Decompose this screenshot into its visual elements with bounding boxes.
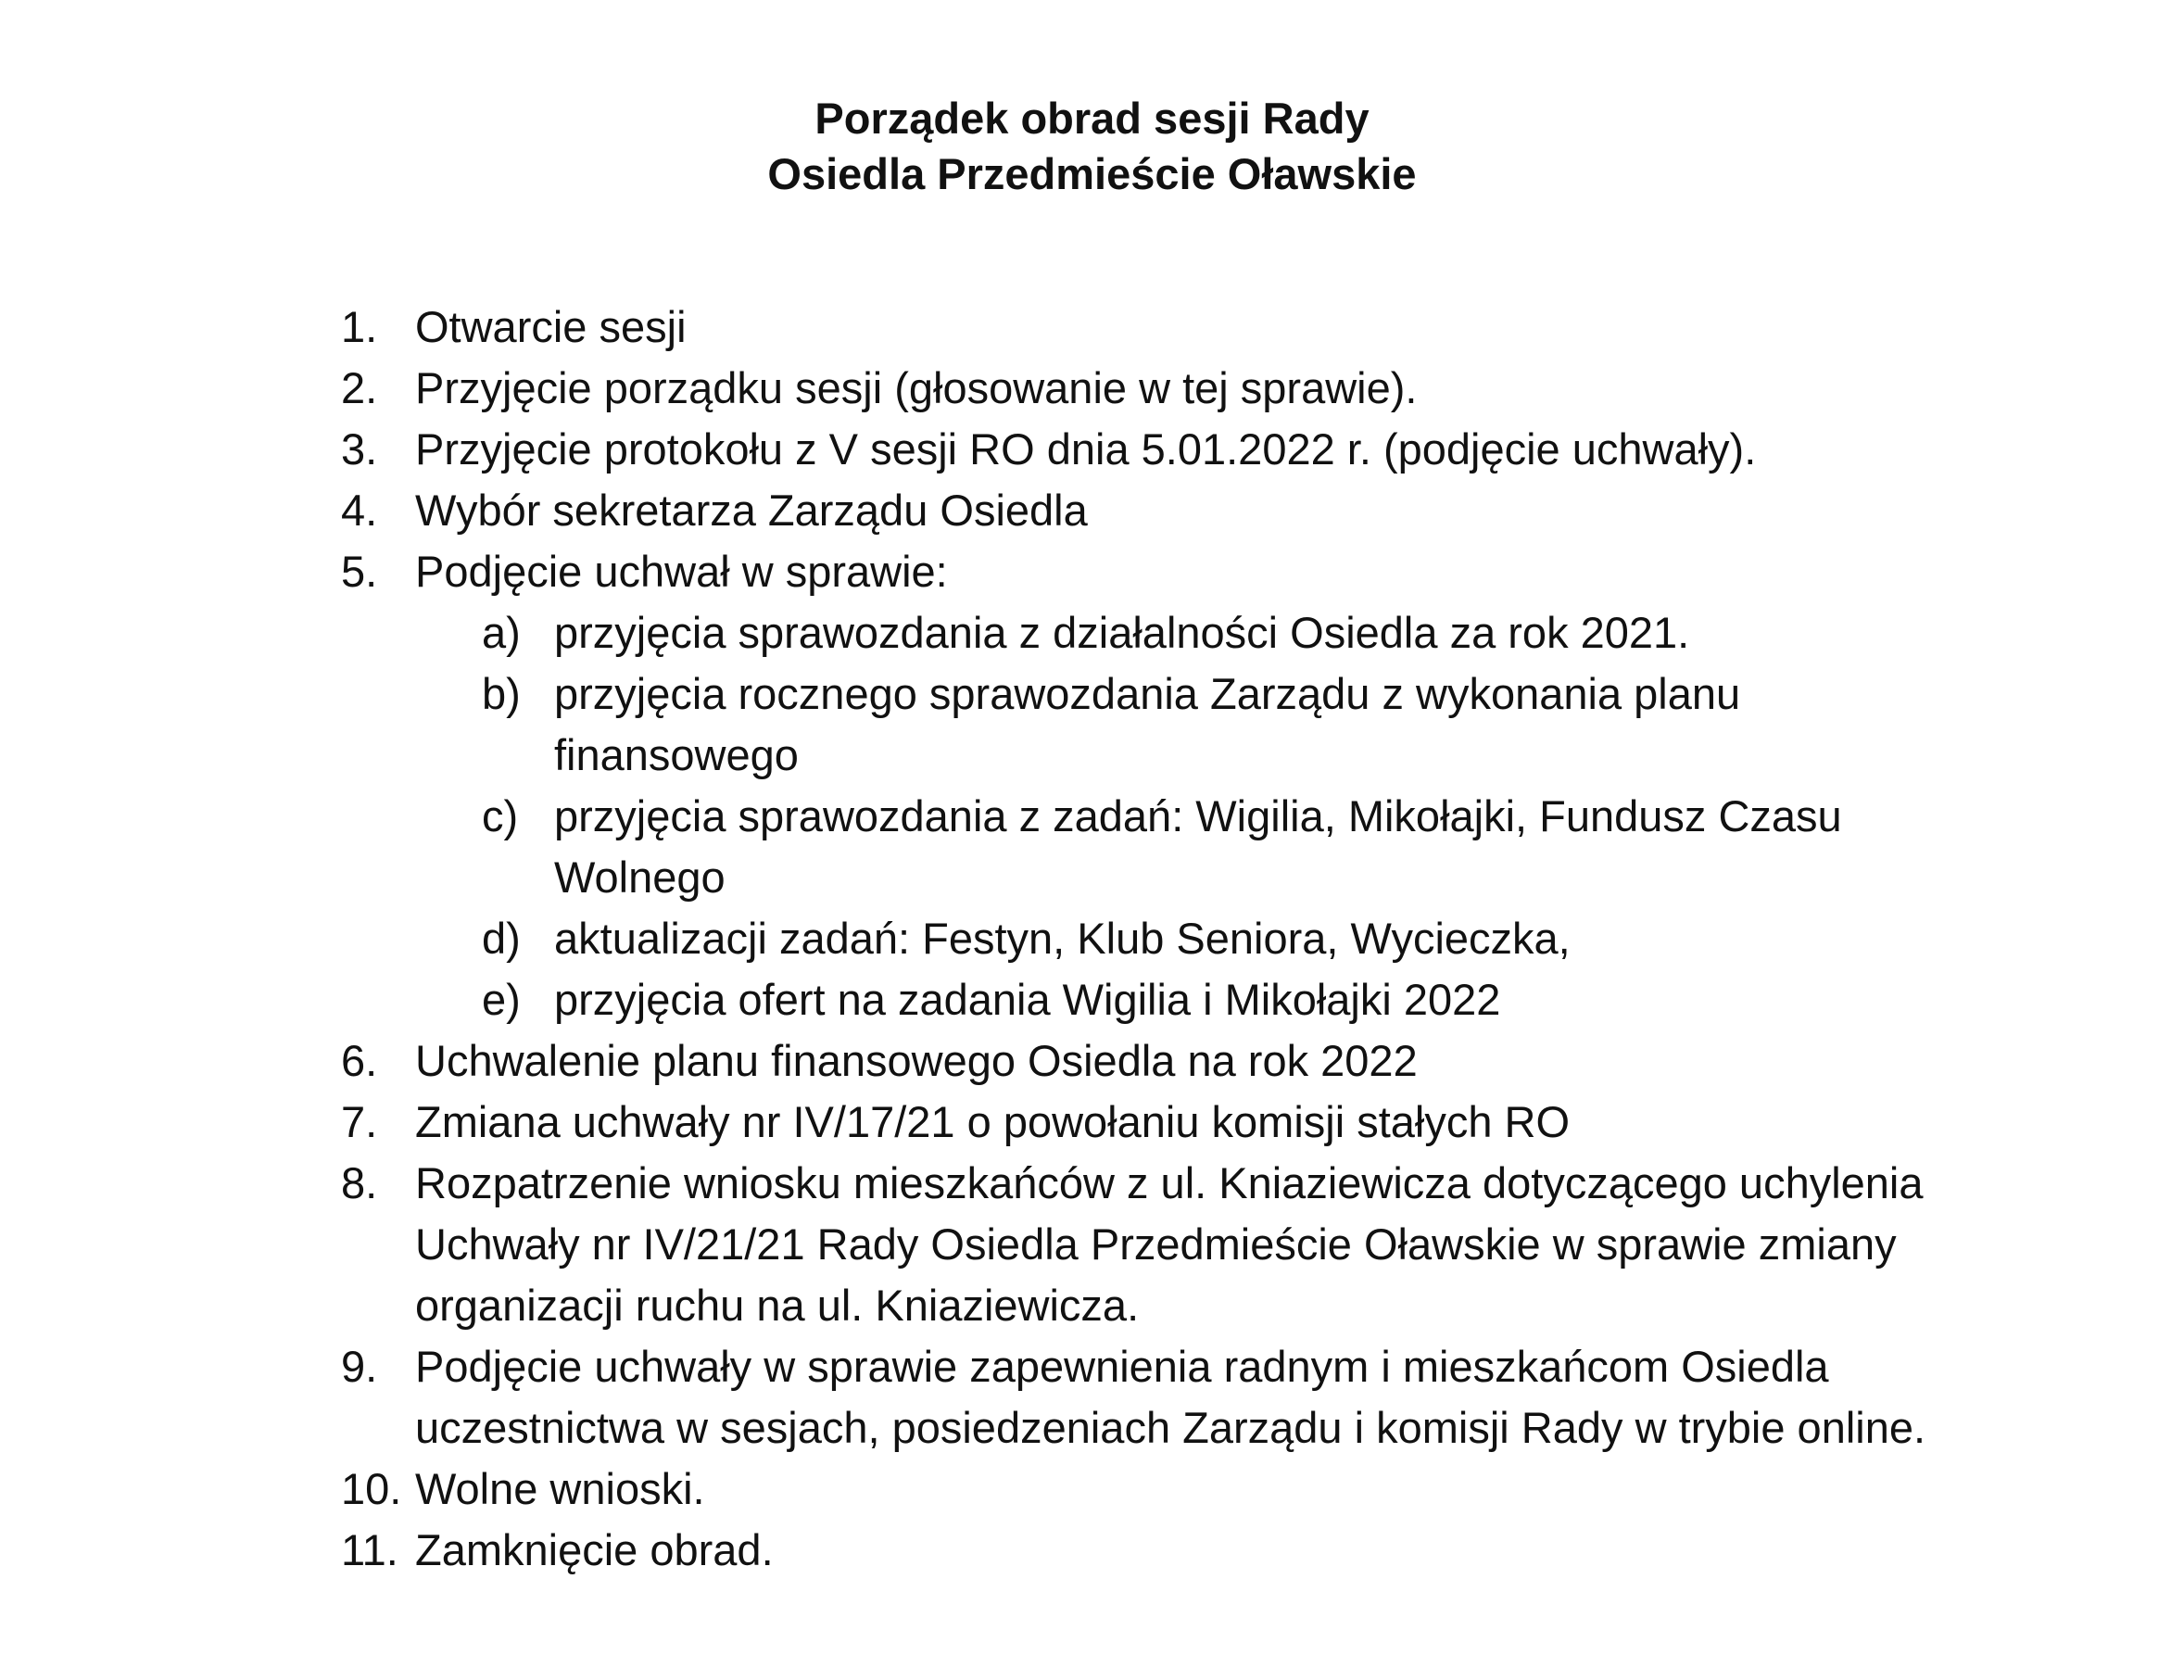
item-text: uczestnictwa w sesjach, posiedzeniach Zarządu i komisji Rady w trybie online. — [415, 1403, 1926, 1452]
item-number: 3. — [341, 424, 378, 474]
agenda-item-2 — [341, 358, 2102, 419]
item-text: Podjęcie uchwały w sprawie zapewnienia radnym i mieszkańcom Osiedla — [415, 1342, 1829, 1391]
agenda-subitem-d — [341, 908, 2102, 969]
item-text: Wybór sekretarza Zarządu Osiedla — [415, 486, 1088, 535]
subitem-text: finansowego — [554, 730, 799, 779]
item-text: Zmiana uchwały nr IV/17/21 o powołaniu komisji stałych RO — [415, 1097, 1571, 1146]
item-text: Wolne wnioski. — [415, 1464, 705, 1513]
title-line-2: Osiedla Przedmieście Oławskie — [767, 149, 1417, 198]
subitem-letter: c) — [482, 791, 519, 840]
agenda-item-7 — [341, 1092, 2102, 1153]
item-text: Uchwały nr IV/21/21 Rady Osiedla Przedmieście Oławskie w sprawie zmiany — [415, 1219, 1897, 1269]
item-text: Podjęcie uchwał w sprawie: — [415, 547, 948, 596]
agenda-item-10 — [341, 1459, 2102, 1520]
agenda-subitem-e — [341, 969, 2102, 1030]
subitem-letter: a) — [482, 608, 521, 657]
subitem-text: Wolnego — [554, 853, 726, 902]
subitem-text: przyjęcia sprawozdania z zadań: Wigilia, Mikołajki, Fundusz Czasu — [554, 791, 1842, 840]
subitem-text: aktualizacji zadań: Festyn, Klub Seniora, Wycieczka, — [554, 914, 1571, 963]
subitem-text: przyjęcia sprawozdania z działalności Osiedla za rok 2021. — [554, 608, 1690, 657]
agenda-subitem-c — [341, 786, 2102, 908]
item-number: 10. — [341, 1464, 402, 1513]
agenda-item-4 — [341, 480, 2102, 541]
item-number: 9. — [341, 1342, 378, 1391]
item-text: Uchwalenie planu finansowego Osiedla na rok 2022 — [415, 1036, 1418, 1085]
subitem-letter: e) — [482, 975, 521, 1024]
subitem-text: przyjęcia rocznego sprawozdania Zarządu z wykonania planu — [554, 669, 1741, 718]
item-text: Zamknięcie obrad. — [415, 1525, 774, 1574]
agenda-subitem-b — [341, 663, 2102, 786]
item-number: 1. — [341, 302, 378, 351]
item-number: 2. — [341, 363, 378, 412]
agenda-item-5 — [341, 541, 2102, 602]
agenda-item-3 — [341, 419, 2102, 480]
item-number: 4. — [341, 486, 378, 535]
subitem-letter: b) — [482, 669, 521, 718]
agenda-subitem-a — [341, 602, 2102, 663]
agenda-item-1 — [341, 297, 2102, 358]
item-number: 6. — [341, 1036, 378, 1085]
item-text: Przyjęcie protokołu z V sesji RO dnia 5.01.2022 r. (podjęcie uchwały). — [415, 424, 1757, 474]
item-text: Otwarcie sesji — [415, 302, 687, 351]
item-text: Przyjęcie porządku sesji (głosowanie w tej sprawie). — [415, 363, 1418, 412]
item-number: 5. — [341, 547, 378, 596]
subitem-text: przyjęcia ofert na zadania Wigilia i Mikołajki 2022 — [554, 975, 1501, 1024]
item-number: 7. — [341, 1097, 378, 1146]
agenda-item-8 — [341, 1153, 2102, 1336]
agenda-item-9 — [341, 1336, 2102, 1459]
title-line-1: Porządek obrad sesji Rady — [814, 94, 1370, 143]
document-title — [0, 91, 2184, 202]
item-text: Rozpatrzenie wniosku mieszkańców z ul. Kniaziewicza dotyczącego uchylenia — [415, 1158, 1924, 1207]
subitem-letter: d) — [482, 914, 521, 963]
item-number: 11. — [341, 1525, 398, 1574]
agenda-list — [341, 297, 2102, 1581]
item-text: organizacji ruchu na ul. Kniaziewicza. — [415, 1281, 1140, 1330]
agenda-item-6 — [341, 1030, 2102, 1092]
agenda-item-11 — [341, 1520, 2102, 1581]
item-number: 8. — [341, 1158, 378, 1207]
